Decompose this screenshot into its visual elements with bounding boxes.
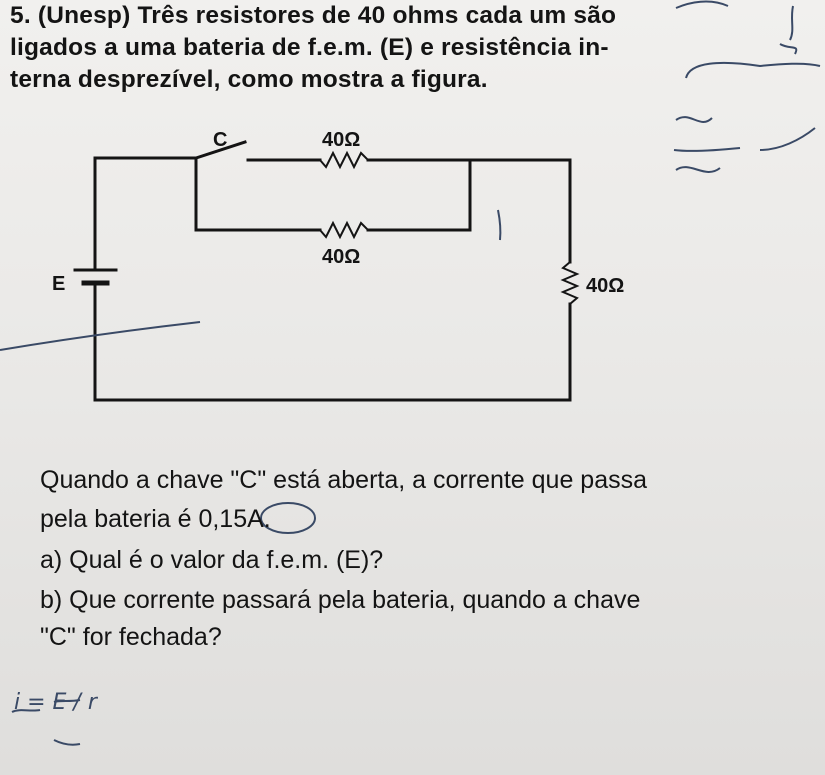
handwritten-formula: i = E / r <box>14 690 97 715</box>
switch-label: C <box>213 129 228 151</box>
question-part-a: a) Qual é o valor da f.e.m. (E)? <box>40 546 384 574</box>
wire-to-right-branch <box>470 160 570 262</box>
problem-heading-line-3: terna desprezível, como mostra a figura. <box>10 66 488 93</box>
wire-right-bottom <box>95 292 570 400</box>
resistor-middle <box>320 223 368 237</box>
problem-heading-line-1: 5. (Unesp) Três resistores de 40 ohms cada um são <box>10 2 617 29</box>
question-intro-line-1: Quando a chave "C" está aberta, a corrente que passa <box>40 466 648 494</box>
question-part-b-line-2: "C" for fechada? <box>40 623 222 651</box>
resistor-right <box>563 262 577 304</box>
problem-heading-line-2: ligados a uma bateria de f.e.m. (E) e resistência in- <box>10 34 609 61</box>
wire-left-upper <box>95 158 196 270</box>
question-intro-line-2: pela bateria é 0,15A. <box>40 505 271 533</box>
battery-label: E <box>52 273 66 295</box>
resistor-top <box>320 153 368 167</box>
wire-branch-left <box>196 158 320 230</box>
middle-resistor-label: 40Ω <box>322 246 361 268</box>
wire-top-right <box>368 160 470 230</box>
top-resistor-label: 40Ω <box>322 129 361 151</box>
question-part-b-line-1: b) Que corrente passará pela bateria, quando a chave <box>40 586 641 614</box>
right-resistor-label: 40Ω <box>586 275 625 297</box>
